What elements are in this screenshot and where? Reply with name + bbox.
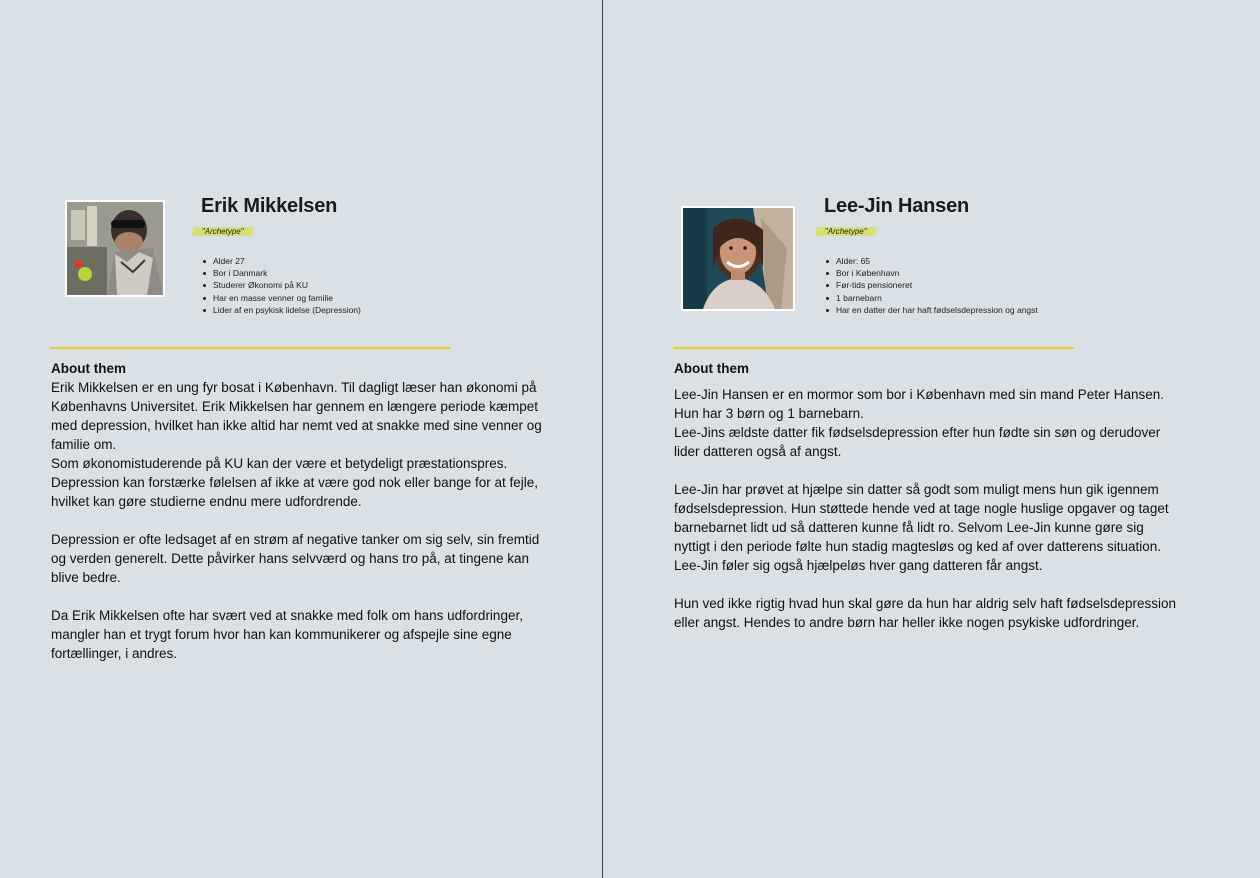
persona-photo <box>65 200 165 297</box>
body-line: hvilket kan gøre studierne endnu mere udfordrende. <box>51 494 362 509</box>
body-line: Lee-Jin føler sig også hjælpeløs hver gang datteren får angst. <box>674 558 1043 573</box>
persona-card-erik <box>0 0 602 878</box>
body-line: nyttigt i den periode følte hun stadig magtesløs og ked af over datterens situation. <box>674 539 1162 554</box>
person-photo-illustration <box>67 202 163 295</box>
body-line: Som økonomistuderende på KU kan der være et betydeligt præstationspres. <box>51 456 508 471</box>
body-line: lider datteren også af angst. <box>674 444 842 459</box>
body-line: mangler han et trygt forum hvor han kan kommunikerer og afspejle sine egne <box>51 627 512 642</box>
persona-facts-list <box>203 255 361 316</box>
body-line: Københavns Universitet. Erik Mikkelsen har gennem en længere periode kæmpet <box>51 399 538 414</box>
body-line: blive bedre. <box>51 570 121 585</box>
archetype-tag: "Archetype" <box>192 227 254 236</box>
body-line: eller angst. Hendes to andre børn har heller ikke nogen psykiske udfordringer. <box>674 615 1140 630</box>
about-heading: About them <box>51 361 126 376</box>
body-line: Da Erik Mikkelsen ofte har svært ved at snakke med folk om hans udfordringer, <box>51 608 523 623</box>
person-photo-illustration <box>683 208 793 309</box>
archetype-tag: "Archetype" <box>815 227 877 236</box>
fact-item: Har en masse venner og familie <box>203 292 361 304</box>
fact-item: Lider af en psykisk lidelse (Depression) <box>203 304 361 316</box>
body-line: fødselsdepression. Hun støttede hende ved at tage nogle huslige opgaver og taget <box>674 501 1169 516</box>
fact-item: Har en datter der har haft fødselsdepression og angst <box>826 304 1038 316</box>
body-line: Lee-Jin Hansen er en mormor som bor i København med sin mand Peter Hansen. <box>674 387 1164 402</box>
body-line: barnebarnet lidt ud så datteren kunne få lidt ro. Selvom Lee-Jin kunne gøre sig <box>674 520 1144 535</box>
section-rule <box>50 347 451 349</box>
body-line: med depression, hvilket han ikke altid har nemt ved at snakke med sine venner og <box>51 418 542 433</box>
body-line: familie om. <box>51 437 117 452</box>
persona-card-leejin <box>603 0 1260 878</box>
body-line: Lee-Jins ældste datter fik fødselsdepression efter hun fødte sin søn og derudover <box>674 425 1161 440</box>
fact-item: Bor i København <box>826 267 1038 279</box>
persona-facts-list <box>826 255 1038 316</box>
persona-photo <box>681 206 795 311</box>
body-line: Hun har 3 børn og 1 barnebarn. <box>674 406 864 421</box>
body-line: Hun ved ikke rigtig hvad hun skal gøre da hun har aldrig selv haft fødselsdepression <box>674 596 1177 611</box>
fact-item: Studerer Økonomi på KU <box>203 279 361 291</box>
persona-name: Erik Mikkelsen <box>201 195 338 217</box>
body-line: Lee-Jin har prøvet at hjælpe sin datter så godt som muligt mens hun gik igennem <box>674 482 1159 497</box>
fact-item: 1 barnebarn <box>826 292 1038 304</box>
body-line: fortællinger, i andres. <box>51 646 178 661</box>
about-body <box>51 378 571 663</box>
body-line: Erik Mikkelsen er en ung fyr bosat i København. Til dagligt læser han økonomi på <box>51 380 537 395</box>
body-line: Depression er ofte ledsaget af en strøm af negative tanker om sig selv, sin fremtid <box>51 532 540 547</box>
persona-name: Lee-Jin Hansen <box>824 195 970 217</box>
fact-item: Alder: 65 <box>826 255 1038 267</box>
fact-item: Før-tids pensioneret <box>826 279 1038 291</box>
fact-item: Alder 27 <box>203 255 361 267</box>
body-line: og verden generelt. Dette påvirker hans selvværd og hans tro på, at tingene kan <box>51 551 530 566</box>
fact-item: Bor i Danmark <box>203 267 361 279</box>
section-rule <box>673 347 1074 349</box>
about-heading: About them <box>674 361 749 376</box>
body-line: Depression kan forstærke følelsen af ikke at være god nok eller bange for at fejle, <box>51 475 538 490</box>
about-body <box>674 385 1234 632</box>
